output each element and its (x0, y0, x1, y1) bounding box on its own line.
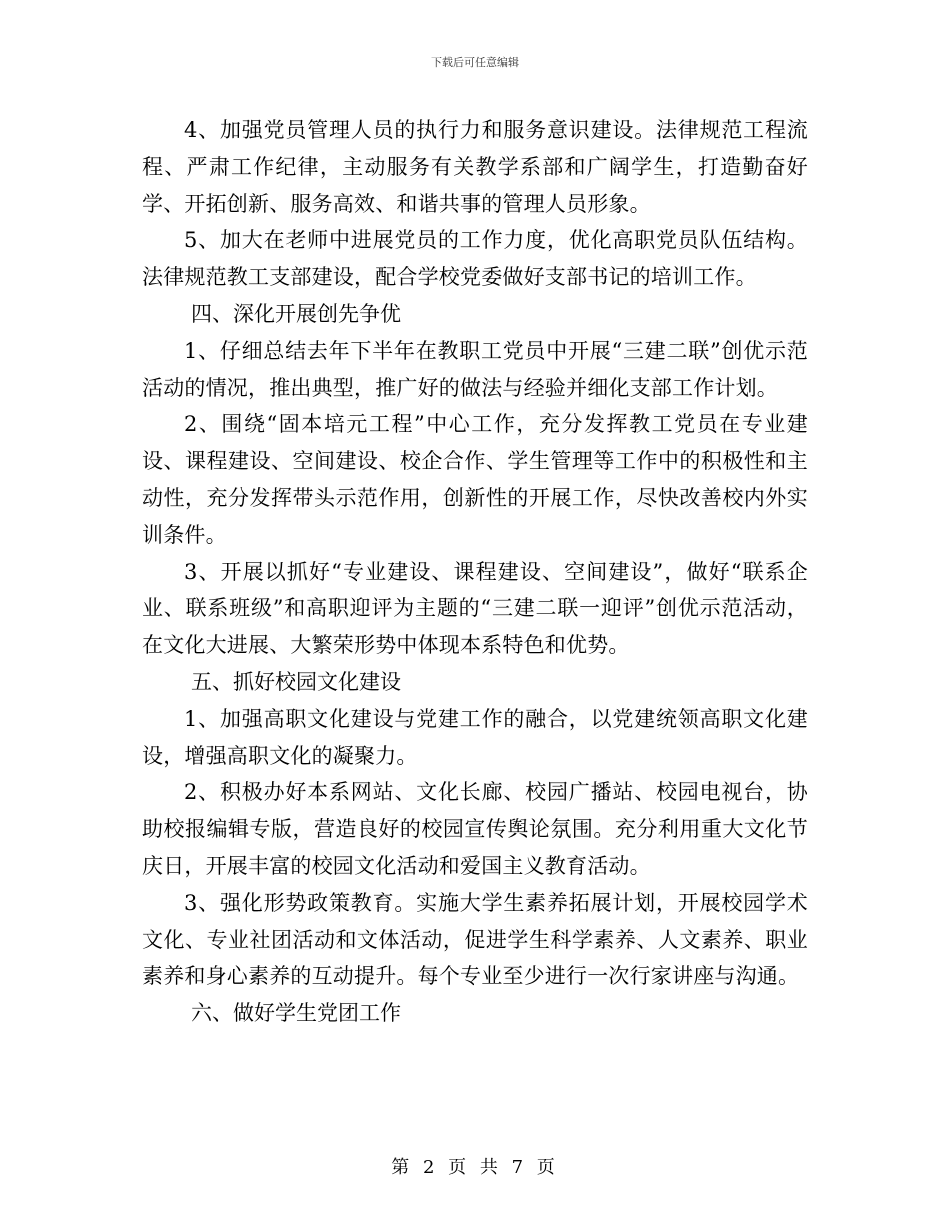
paragraph-5: 5、加大在老师中进展党员的工作力度，优化高职党员队伍结构。法律规范教工支部建设，配合学校党委做好支部书记的培训工作。 (142, 228, 808, 290)
document-body (142, 112, 808, 1032)
section-heading-6: 六、做好学生党团工作 (191, 1001, 401, 1026)
paragraph-4-2: 2、围绕“固本培元工程”中心工作，充分发挥教工党员在专业建设、课程建设、空间建设、校企合作、学生管理等工作中的积极性和主动性，充分发挥带头示范作用，创新性的开展工作，尽快改善校内外实训条件。 (142, 412, 808, 547)
section-heading-4: 四、深化开展创先争优 (191, 301, 401, 326)
page-header: 下载后可任意编辑 (431, 56, 519, 69)
paragraph-4-1: 1、仔细总结去年下半年在教职工党员中开展“三建二联”创优示范活动的情况，推出典型，推广好的做法与经验并细化支部工作计划。 (142, 338, 808, 400)
paragraph-4-3: 3、开展以抓好“专业建设、课程建设、空间建设”，做好“联系企业、联系班级”和高职迎评为主题的“三建二联一迎评”创优示范活动，在文化大进展、大繁荣形势中体现本系特色和优势。 (142, 559, 808, 658)
paragraph-5-3: 3、强化形势政策教育。实施大学生素养拓展计划，开展校园学术文化、专业社团活动和文体活动，促进学生科学素养、人文素养、职业素养和身心素养的互动提升。每个专业至少进行一次行家讲座与沟通。 (142, 890, 808, 989)
paragraph-5-1: 1、加强高职文化建设与党建工作的融合，以党建统领高职文化建设，增强高职文化的凝聚力。 (142, 706, 808, 768)
paragraph-5-2: 2、积极办好本系网站、文化长廊、校园广播站、校园电视台，协助校报编辑专版，营造良好的校园宣传舆论氛围。充分利用重大文化节庆日，开展丰富的校园文化活动和爱国主义教育活动。 (142, 780, 808, 878)
paragraph-4: 4、加强党员管理人员的执行力和服务意识建设。法律规范工程流程、严肃工作纪律，主动服务有关教学系部和广阔学生，打造勤奋好学、开拓创新、服务高效、和谐共事的管理人员形象。 (142, 118, 808, 216)
page-footer: 第 2 页 共 7 页 (391, 1157, 559, 1178)
section-heading-5: 五、抓好校园文化建设 (191, 669, 401, 694)
